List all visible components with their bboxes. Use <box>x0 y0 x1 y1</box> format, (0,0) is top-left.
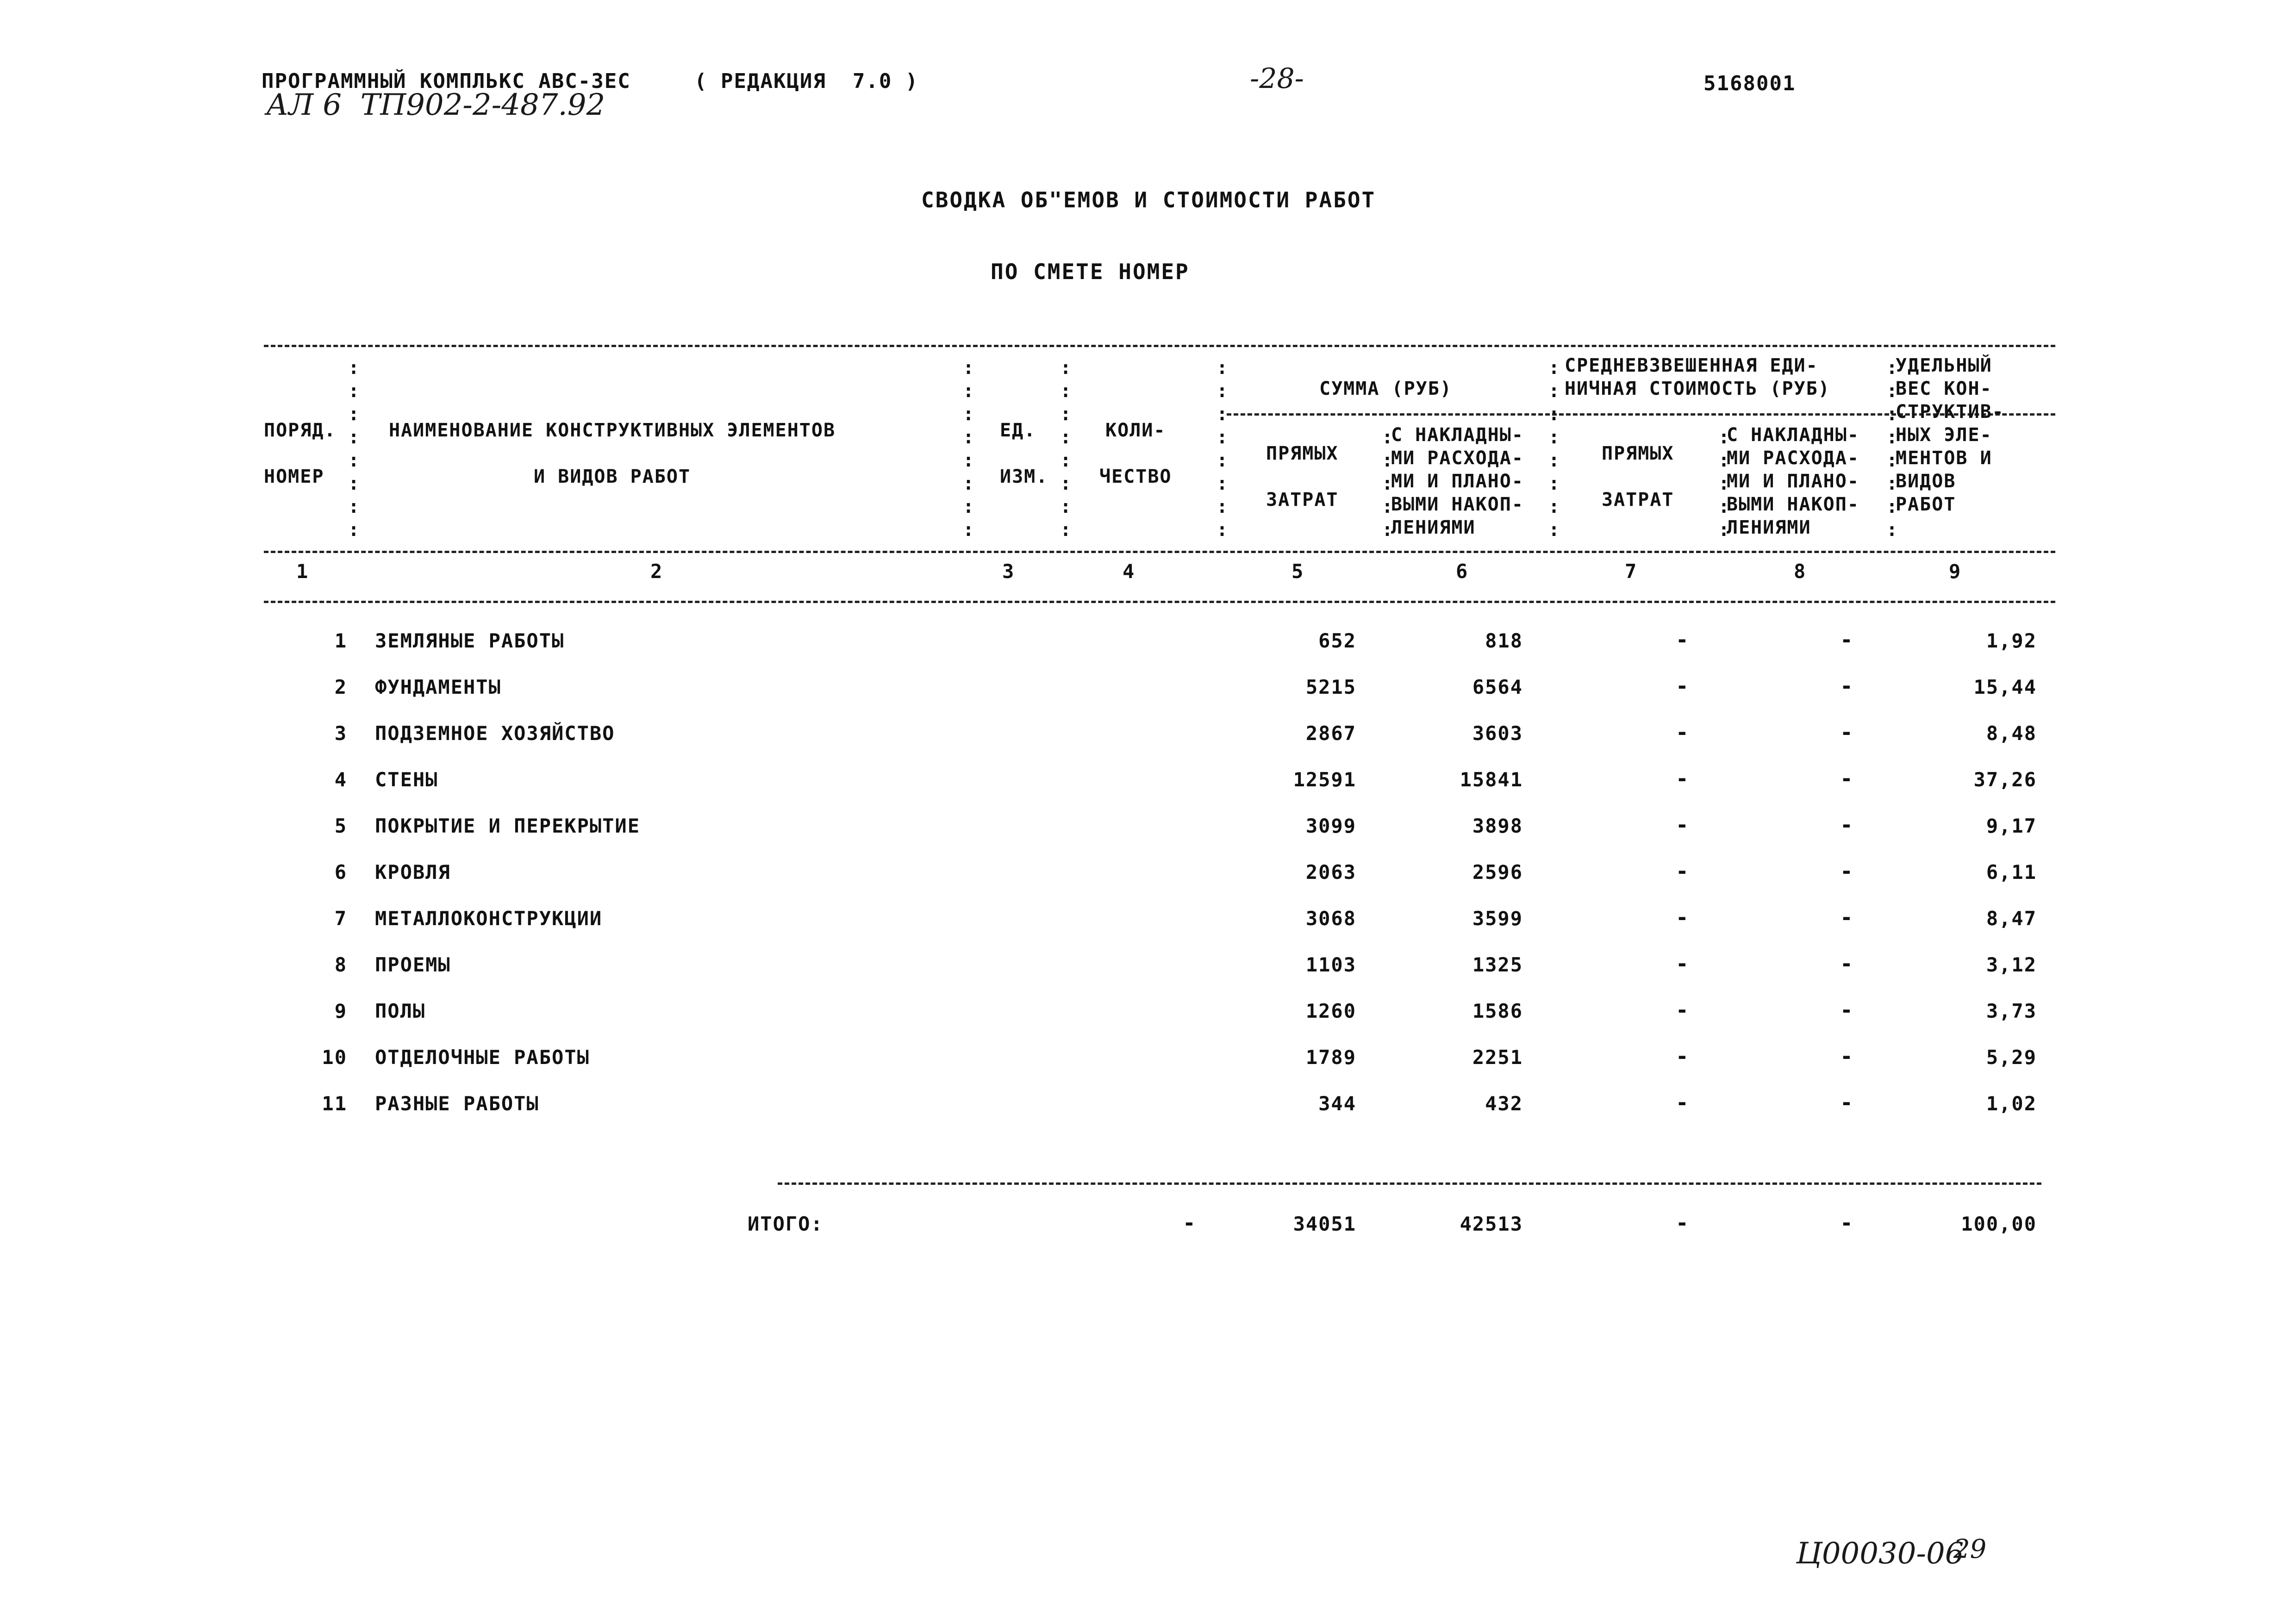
row-share: 5,29 <box>1986 1046 2037 1069</box>
row-element-name: ПОКРЫТИЕ И ПЕРЕКРЫТИЕ <box>375 815 641 837</box>
col-separator: : : : : : : : : <box>1060 357 1072 541</box>
colnum-9: 9 <box>1949 560 1962 583</box>
total-direct: 34051 <box>1293 1213 1356 1235</box>
row-direct-costs: 3068 <box>1305 907 1356 930</box>
row-with-overhead: 432 <box>1485 1092 1523 1115</box>
row-number: 11 <box>322 1092 347 1115</box>
colnum-1: 1 <box>296 560 309 583</box>
row-element-name: ПОЛЫ <box>375 1000 426 1022</box>
row-number: 1 <box>334 629 347 652</box>
row-number: 2 <box>334 676 347 698</box>
row-with-overhead: 3603 <box>1472 722 1523 745</box>
row-element-name: МЕТАЛЛОКОНСТРУКЦИИ <box>375 907 603 930</box>
row-avg-overhead: - <box>1840 812 1853 837</box>
header-avg-direct: ПРЯМЫХ ЗАТРАТ <box>1602 443 1674 510</box>
row-element-name: ОТДЕЛОЧНЫЕ РАБОТЫ <box>375 1046 590 1069</box>
row-number: 10 <box>322 1046 347 1069</box>
row-share: 8,47 <box>1986 907 2037 930</box>
row-with-overhead: 1325 <box>1472 953 1523 976</box>
row-direct-costs: 1789 <box>1305 1046 1356 1069</box>
row-with-overhead: 2251 <box>1472 1046 1523 1069</box>
total-avg-overhead: - <box>1840 1210 1853 1235</box>
header-share: УДЕЛЬНЫЙ ВЕС КОН- СТРУКТИВ- НЫХ ЭЛЕ- МЕНТОВ И ВИДОВ РАБОТ <box>1896 355 2004 515</box>
col-separator: : : : : : : : : <box>1548 357 1560 541</box>
header-element-name: НАИМЕНОВАНИЕ КОНСТРУКТИВНЫХ ЭЛЕМЕНТОВ И ВИДОВ РАБОТ <box>389 420 836 487</box>
row-avg-direct: - <box>1676 859 1689 884</box>
row-share: 8,48 <box>1986 722 2037 745</box>
row-avg-direct: - <box>1676 1090 1689 1115</box>
colnum-4: 4 <box>1123 560 1136 583</box>
col-separator: : : : : : : : : <box>963 357 974 541</box>
header-avg-group: СРЕДНЕВЗВЕШЕННАЯ ЕДИ- НИЧНАЯ СТОИМОСТЬ (РУБ) <box>1565 355 1830 399</box>
row-direct-costs: 344 <box>1318 1092 1356 1115</box>
row-avg-direct: - <box>1676 1044 1689 1069</box>
row-number: 7 <box>334 907 347 930</box>
table-top-rule <box>264 345 2055 347</box>
col-separator: : : : : : <box>1718 427 1730 541</box>
row-share: 1,02 <box>1986 1092 2037 1115</box>
row-direct-costs: 652 <box>1318 629 1356 652</box>
edition-label: ( РЕДАКЦИЯ 7.0 ) <box>694 69 919 93</box>
col-separator: : : : : : : : : <box>1886 357 1898 541</box>
program-name: ПРОГРАММНЫЙ КОМПЛЬКС АВС-3ЕС <box>262 69 631 93</box>
row-with-overhead: 818 <box>1485 629 1523 652</box>
total-quantity: - <box>1183 1210 1196 1235</box>
row-avg-overhead: - <box>1840 951 1853 976</box>
total-share: 100,00 <box>1961 1213 2037 1235</box>
row-avg-overhead: - <box>1840 673 1853 698</box>
row-element-name: КРОВЛЯ <box>375 861 451 884</box>
header-bottom-rule <box>264 551 2055 553</box>
header-row-number: ПОРЯД. НОМЕР <box>264 420 337 487</box>
row-avg-overhead: - <box>1840 997 1853 1022</box>
col-separator: : : : : : <box>1382 427 1393 541</box>
row-with-overhead: 1586 <box>1472 1000 1523 1022</box>
report-title: СВОДКА ОБ"ЕМОВ И СТОИМОСТИ РАБОТ <box>921 187 1376 212</box>
colnum-7: 7 <box>1625 560 1638 583</box>
row-direct-costs: 1260 <box>1305 1000 1356 1022</box>
row-avg-overhead: - <box>1840 627 1853 652</box>
row-with-overhead: 2596 <box>1472 861 1523 884</box>
row-share: 3,73 <box>1986 1000 2037 1022</box>
col-separator: : : : : : : : : <box>348 357 360 541</box>
row-avg-direct: - <box>1676 997 1689 1022</box>
row-share: 9,17 <box>1986 815 2037 837</box>
row-share: 6,11 <box>1986 861 2037 884</box>
row-element-name: ЗЕМЛЯНЫЕ РАБОТЫ <box>375 629 565 652</box>
page-number: -28- <box>1250 62 1304 95</box>
row-with-overhead: 15841 <box>1460 768 1523 791</box>
total-label: ИТОГО: <box>748 1213 824 1235</box>
header-direct-costs: ПРЯМЫХ ЗАТРАТ <box>1266 443 1339 510</box>
row-avg-overhead: - <box>1840 1044 1853 1069</box>
handwritten-reference: АЛ 6 ТП902-2-487.92 <box>266 88 605 122</box>
total-overhead: 42513 <box>1460 1213 1523 1235</box>
header-quantity: КОЛИ- ЧЕСТВО <box>1099 420 1172 487</box>
col-separator: : : : : : : : : <box>1217 357 1228 541</box>
row-share: 1,92 <box>1986 629 2037 652</box>
row-direct-costs: 2063 <box>1305 861 1356 884</box>
row-share: 3,12 <box>1986 953 2037 976</box>
row-avg-direct: - <box>1676 951 1689 976</box>
row-avg-direct: - <box>1676 673 1689 698</box>
document-code: 5168001 <box>1703 72 1796 95</box>
row-with-overhead: 3898 <box>1472 815 1523 837</box>
row-avg-overhead: - <box>1840 859 1853 884</box>
header-with-overhead: С НАКЛАДНЫ- МИ РАСХОДА- МИ И ПЛАНО- ВЫМИ НАКОП- ЛЕНИЯМИ <box>1391 424 1524 538</box>
row-direct-costs: 3099 <box>1305 815 1356 837</box>
row-number: 5 <box>334 815 347 837</box>
report-subtitle: ПО СМЕТЕ НОМЕР <box>991 259 1190 284</box>
row-avg-direct: - <box>1676 627 1689 652</box>
row-element-name: СТЕНЫ <box>375 768 438 791</box>
row-avg-direct: - <box>1676 812 1689 837</box>
row-avg-direct: - <box>1676 720 1689 745</box>
header-unit: ЕД. ИЗМ. <box>1000 420 1048 487</box>
row-direct-costs: 1103 <box>1305 953 1356 976</box>
row-direct-costs: 5215 <box>1305 676 1356 698</box>
header-sum-group: СУММА (РУБ) <box>1319 378 1452 399</box>
colnum-bottom-rule <box>264 601 2055 603</box>
row-avg-overhead: - <box>1840 905 1853 930</box>
row-element-name: ПОДЗЕМНОЕ ХОЗЯЙСТВО <box>375 722 615 745</box>
row-avg-overhead: - <box>1840 720 1853 745</box>
row-share: 37,26 <box>1973 768 2037 791</box>
row-direct-costs: 2867 <box>1305 722 1356 745</box>
row-number: 4 <box>334 768 347 791</box>
total-avg-direct: - <box>1676 1210 1689 1235</box>
row-number: 8 <box>334 953 347 976</box>
row-share: 15,44 <box>1973 676 2037 698</box>
header-avg-overhead: С НАКЛАДНЫ- МИ РАСХОДА- МИ И ПЛАНО- ВЫМИ НАКОП- ЛЕНИЯМИ <box>1727 424 1859 538</box>
row-avg-overhead: - <box>1840 1090 1853 1115</box>
row-direct-costs: 12591 <box>1293 768 1356 791</box>
row-avg-overhead: - <box>1840 766 1853 791</box>
row-number: 9 <box>334 1000 347 1022</box>
row-element-name: ПРОЕМЫ <box>375 953 451 976</box>
row-avg-direct: - <box>1676 766 1689 791</box>
colnum-2: 2 <box>650 560 663 583</box>
colnum-6: 6 <box>1456 560 1469 583</box>
row-avg-direct: - <box>1676 905 1689 930</box>
colnum-3: 3 <box>1002 560 1015 583</box>
row-element-name: ФУНДАМЕНТЫ <box>375 676 501 698</box>
row-element-name: РАЗНЫЕ РАБОТЫ <box>375 1092 539 1115</box>
row-number: 3 <box>334 722 347 745</box>
row-with-overhead: 3599 <box>1472 907 1523 930</box>
handwritten-page: 29 <box>1953 1534 1987 1564</box>
row-number: 6 <box>334 861 347 884</box>
total-rule <box>778 1182 2041 1185</box>
handwritten-code: Ц00030-06 <box>1796 1537 1964 1571</box>
row-with-overhead: 6564 <box>1472 676 1523 698</box>
colnum-8: 8 <box>1794 560 1807 583</box>
colnum-5: 5 <box>1292 560 1304 583</box>
